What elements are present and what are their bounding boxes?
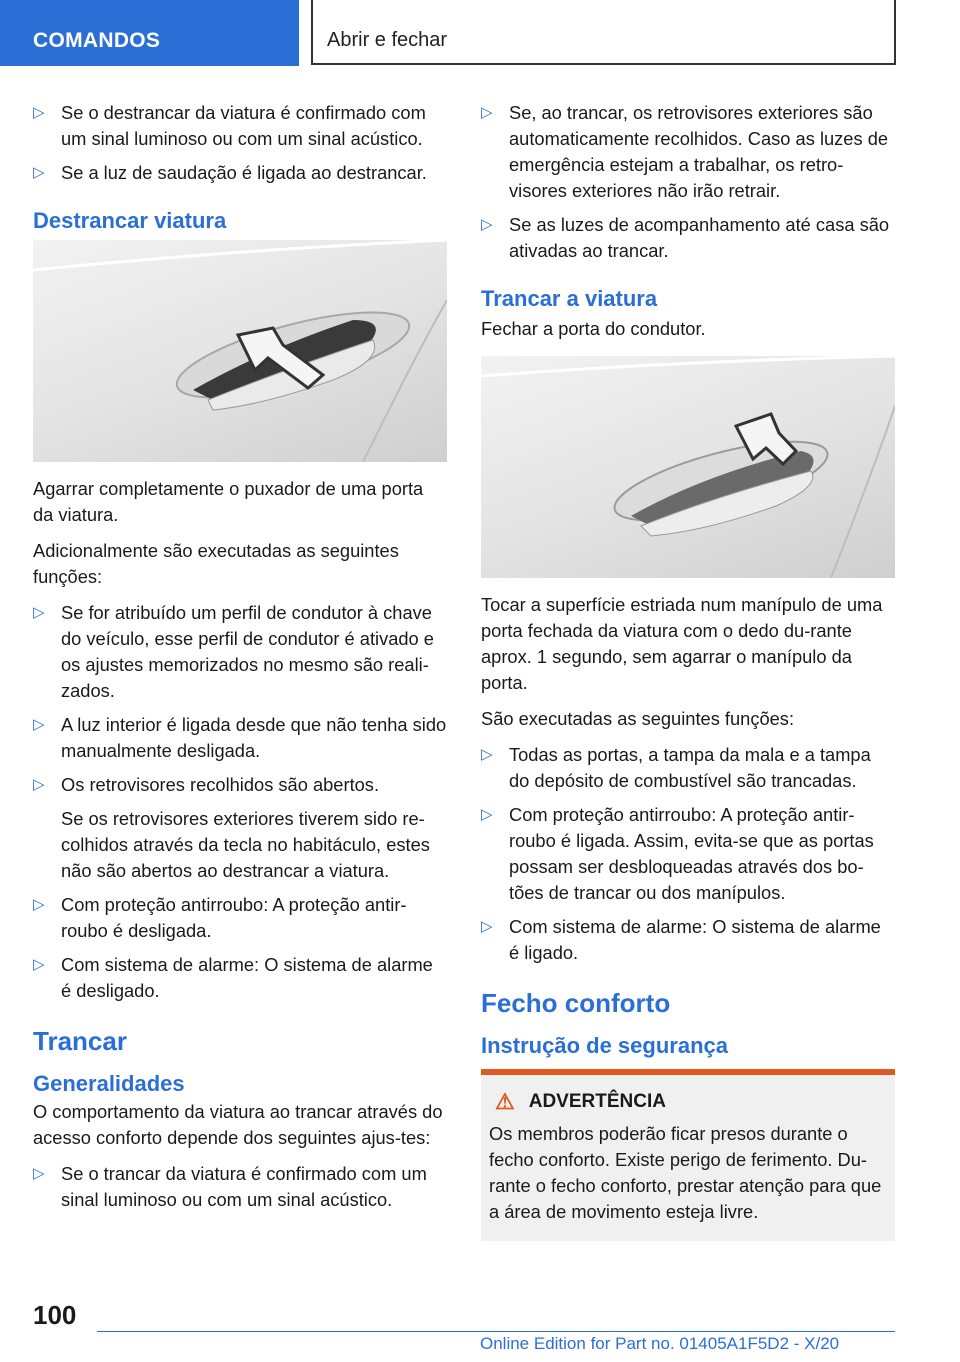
triangle-right-icon: ▷ bbox=[33, 1165, 45, 1182]
general-heading: Generalidades bbox=[33, 1071, 185, 1096]
list-item: ▷ Se as luzes de acompanhamento até casa são ativadas ao trancar. bbox=[481, 214, 890, 261]
comfort-heading: Fecho conforto bbox=[481, 988, 671, 1018]
door-handle-lock-illustration bbox=[481, 356, 895, 578]
touch-text: Tocar a superfície estriada num manípulo de uma porta fechada da viatura com o dedo du-rante aprox. 1 segundo, sem agarrar o manípulo da porta. bbox=[481, 594, 883, 693]
triangle-right-icon: ▷ bbox=[481, 918, 493, 935]
triangle-right-icon: ▷ bbox=[33, 896, 45, 913]
page-number: 100 bbox=[33, 1300, 77, 1330]
triangle-right-icon: ▷ bbox=[33, 776, 45, 793]
list-item: ▷ Se a luz de saudação é ligada ao destrancar. bbox=[33, 160, 447, 186]
triangle-right-icon: ▷ bbox=[33, 956, 45, 973]
section-title: COMANDOS bbox=[33, 29, 161, 52]
lock-heading: Trancar bbox=[33, 1026, 127, 1056]
triangle-right-icon: ▷ bbox=[481, 746, 493, 763]
list-item: ▷ Se o destrancar da viatura é confirmado com um sinal luminoso ou com um sinal acústico. bbox=[33, 102, 426, 149]
section-tab bbox=[0, 0, 299, 66]
mirror-note: Se os retrovisores exteriores tiverem sido re-colhidos através da tecla no habitáculo, estes não são abertos ao destrancar a viatura. bbox=[61, 808, 430, 881]
triangle-right-icon: ▷ bbox=[481, 806, 493, 823]
safety-heading: Instrução de segurança bbox=[481, 1033, 728, 1058]
warning-box bbox=[481, 1069, 895, 1241]
topic-tab bbox=[311, 0, 896, 65]
topic-title: Abrir e fechar bbox=[327, 29, 448, 51]
warning-title: ADVERTÊNCIA bbox=[528, 1091, 666, 1112]
unlock-text: Agarrar completamente o puxador de uma porta da viatura. bbox=[33, 478, 424, 525]
edition-text: Online Edition for Part no. 01405A1F5D2 - X/20 bbox=[480, 1334, 840, 1353]
list-item: ▷ Todas as portas, a tampa da mala e a tampa do depósito de combustível são trancadas. bbox=[481, 744, 871, 791]
triangle-right-icon: ▷ bbox=[33, 104, 45, 121]
triangle-right-icon: ▷ bbox=[481, 216, 493, 233]
lock-vehicle-text: Fechar a porta do condutor. bbox=[481, 318, 706, 339]
footer-divider bbox=[97, 1331, 895, 1332]
list-item: ▷ Com sistema de alarme: O sistema de alarme é ligado. bbox=[481, 916, 881, 963]
left-column bbox=[33, 100, 447, 1221]
door-handle-unlock-image bbox=[33, 240, 447, 462]
lock-vehicle-heading: Trancar a viatura bbox=[481, 286, 658, 311]
warning-triangle-icon: ⚠ bbox=[495, 1089, 515, 1114]
general-text: O comportamento da viatura ao trancar através do acesso conforto depende dos seguintes ajus-tes: bbox=[33, 1101, 443, 1148]
triangle-right-icon: ▷ bbox=[33, 716, 45, 733]
triangle-right-icon: ▷ bbox=[33, 604, 45, 621]
list-item: ▷ A luz interior é ligada desde que não tenha sido manualmente desligada. bbox=[33, 714, 447, 761]
list-item: ▷ Se, ao trancar, os retrovisores exteriores são automaticamente recolhidos. Caso as luzes de emergência estejam a trabalhar, os retro-visores exteriores não irão retrair. bbox=[481, 102, 889, 201]
triangle-right-icon: ▷ bbox=[481, 104, 493, 121]
list-item: ▷ Se for atribuído um perfil de condutor à chave do veículo, esse perfil de condutor é ativado e os ajustes memorizados no mesmo são reali-zados. bbox=[33, 602, 434, 701]
door-handle-illustration bbox=[33, 240, 447, 462]
triangle-right-icon: ▷ bbox=[33, 164, 45, 181]
unlock-heading: Destrancar viatura bbox=[33, 208, 227, 233]
door-handle-lock-image bbox=[481, 356, 895, 578]
list-item: ▷ Os retrovisores recolhidos são abertos. bbox=[33, 772, 447, 798]
unlock-functions-intro: Adicionalmente são executadas as seguintes funções: bbox=[33, 540, 399, 587]
list-item: ▷ Com proteção antirroubo: A proteção antir-roubo é desligada. bbox=[33, 894, 407, 941]
warning-text: Os membros poderão ficar presos durante o fecho conforto. Existe perigo de ferimento. Du-rante o fecho conforto, prestar atenção para que a área de movimento esteja livre. bbox=[489, 1123, 882, 1222]
warning-header bbox=[489, 1089, 887, 1115]
list-item: ▷ Com proteção antirroubo: A proteção antir-roubo é ligada. Assim, evita-se que as portas possam ser desbloqueadas através dos bo-tões de trancar ou dos manípulos. bbox=[481, 804, 874, 903]
list-item: ▷ Com sistema de alarme: O sistema de alarme é desligado. bbox=[33, 954, 433, 1001]
list-item: ▷ Se o trancar da viatura é confirmado com um sinal luminoso ou com um sinal acústico. bbox=[33, 1163, 427, 1210]
right-column bbox=[481, 100, 895, 1241]
functions-intro: São executadas as seguintes funções: bbox=[481, 708, 795, 729]
